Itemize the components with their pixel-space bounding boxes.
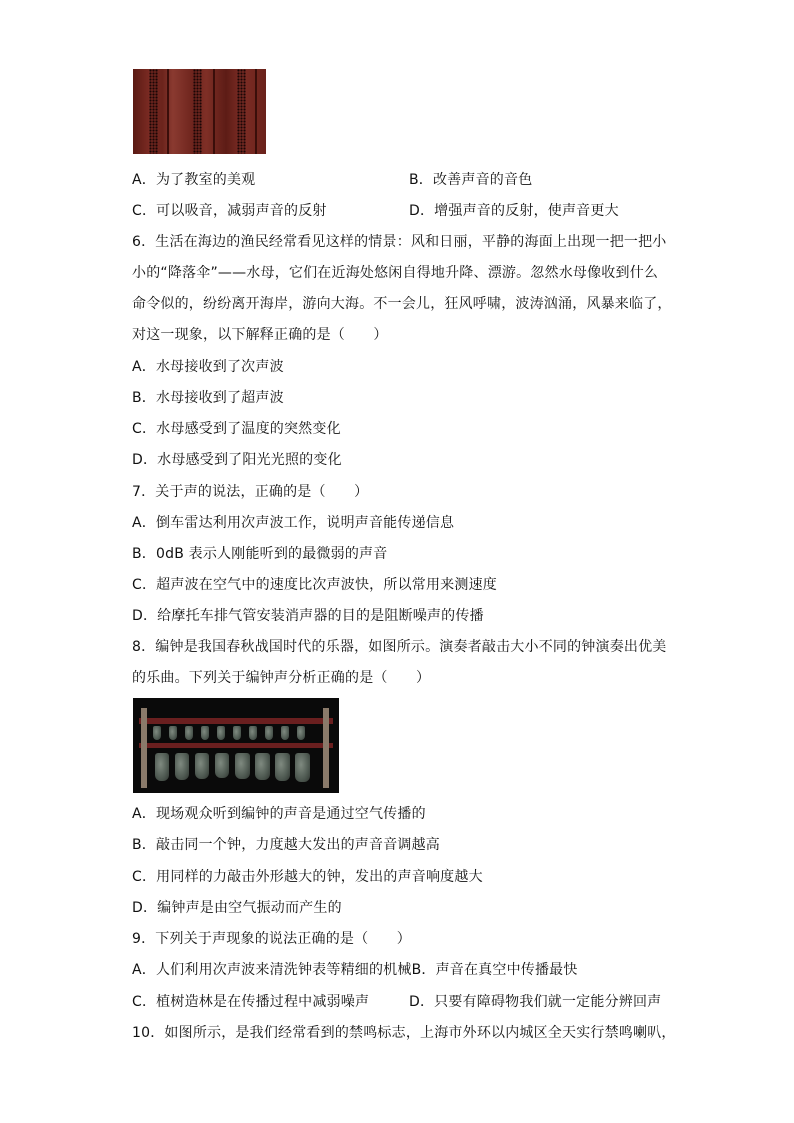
small-bell	[265, 726, 273, 740]
q5-option-a: A．为了教室的美观	[132, 172, 256, 188]
q8-stem-line: 8．编钟是我国春秋战国时代的乐器，如图所示。演奏者敲击大小不同的钟演奏出优美	[132, 639, 667, 655]
large-bell	[195, 753, 209, 779]
q9-option-d: D．只要有障碍物我们就一定能分辨回声	[409, 994, 662, 1010]
large-bell	[275, 753, 290, 781]
q6-option-c: C．水母感受到了温度的突然变化	[132, 421, 341, 437]
q7-stem: 7．关于声的说法，正确的是（ ）	[132, 484, 369, 500]
q6-stem-line: 6．生活在海边的渔民经常看见这样的情景：风和日丽，平静的海面上出现一把一把小	[132, 234, 667, 250]
large-bell	[215, 753, 229, 778]
bell-rack-middle	[139, 743, 333, 748]
rack-post	[323, 708, 329, 788]
perforated-wood-panel-image	[133, 69, 266, 154]
large-bell	[175, 753, 189, 780]
q6-option-d: D．水母感受到了阳光光照的变化	[132, 452, 342, 468]
bell-rack-top	[139, 718, 333, 724]
q5-option-b: B．改善声音的音色	[409, 172, 533, 188]
panel-seam	[167, 69, 169, 154]
panel-seam	[255, 69, 257, 154]
q8-option-d: D．编钟声是由空气振动而产生的	[132, 900, 342, 916]
large-bell	[295, 753, 310, 782]
small-bell	[201, 726, 209, 740]
small-bell	[169, 726, 177, 740]
q9-option-ab: A．人们利用次声波来清洗钟表等精细的机械B．声音在真空中传播最快	[132, 962, 578, 978]
q6-stem-line: 小的“降落伞”——水母，它们在近海处悠闲自得地升降、漂游。忽然水母像收到什么	[132, 265, 659, 281]
large-bell	[255, 753, 270, 780]
panel-seam	[213, 69, 215, 154]
q5-option-d: D．增强声音的反射，使声音更大	[409, 203, 619, 219]
large-bell	[235, 753, 250, 779]
small-bell	[249, 726, 257, 740]
q5-option-c: C．可以吸音，减弱声音的反射	[132, 203, 327, 219]
small-bell	[233, 726, 241, 740]
perforation-strip	[149, 69, 158, 154]
rack-post	[141, 708, 147, 788]
small-bell	[297, 726, 305, 740]
small-bell	[281, 726, 289, 740]
q6-stem-line: 命令似的，纷纷离开海岸，游向大海。不一会儿，狂风呼啸，波涛汹涌，风暴来临了，	[132, 296, 672, 312]
q7-option-b: B．0dB 表示人刚能听到的最微弱的声音	[132, 546, 388, 562]
q7-option-c: C．超声波在空气中的速度比次声波快，所以常用来测速度	[132, 577, 497, 593]
small-bell	[185, 726, 193, 740]
q8-option-a: A．现场观众听到编钟的声音是通过空气传播的	[132, 806, 426, 822]
bianzhong-bells-image	[133, 698, 339, 793]
q7-option-d: D．给摩托车排气管安装消声器的目的是阻断噪声的传播	[132, 608, 484, 624]
large-bell	[155, 753, 169, 781]
perforation-strip	[237, 69, 246, 154]
q8-option-b: B．敲击同一个钟，力度越大发出的声音音调越高	[132, 837, 441, 853]
q6-stem-line: 对这一现象，以下解释正确的是（ ）	[132, 327, 388, 343]
q6-option-a: A．水母接收到了次声波	[132, 359, 284, 375]
q6-option-b: B．水母接收到了超声波	[132, 390, 284, 406]
q9-stem: 9．下列关于声现象的说法正确的是（ ）	[132, 931, 411, 947]
small-bell	[153, 726, 161, 740]
q8-option-c: C．用同样的力敲击外形越大的钟，发出的声音响度越大	[132, 869, 483, 885]
q9-option-c: C．植树造林是在传播过程中减弱噪声	[132, 994, 370, 1010]
q10-stem: 10．如图所示，是我们经常看到的禁鸣标志，上海市外环以内城区全天实行禁鸣喇叭，	[132, 1025, 676, 1041]
q7-option-a: A．倒车雷达利用次声波工作，说明声音能传递信息	[132, 515, 455, 531]
q8-stem-line: 的乐曲。下列关于编钟声分析正确的是（ ）	[132, 670, 431, 686]
perforation-strip	[193, 69, 202, 154]
small-bell	[217, 726, 225, 740]
